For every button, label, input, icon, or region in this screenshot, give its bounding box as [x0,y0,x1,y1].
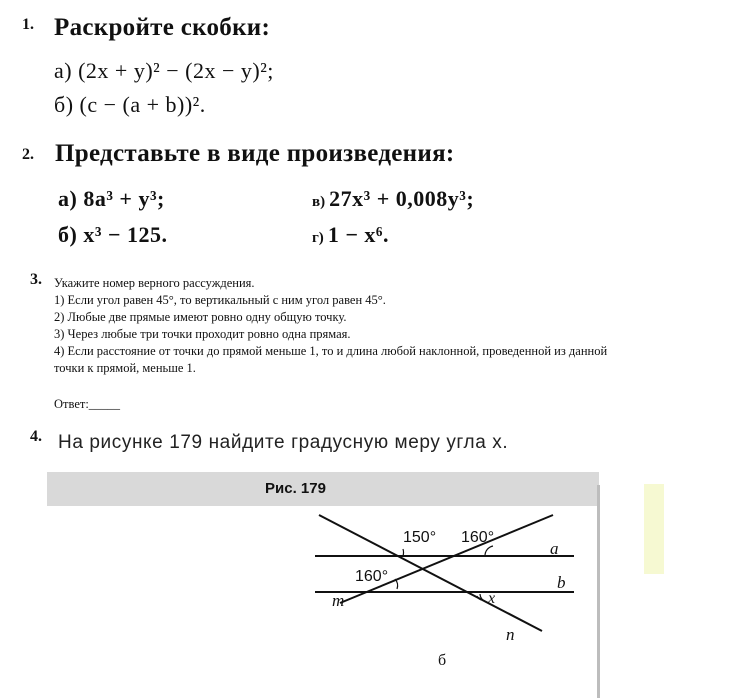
task3-statement-4: 4) Если расстояние от точки до прямой меньше 1, то и длина любой наклонной, проведенной из данной [54,344,608,358]
task2-item-v [312,186,474,212]
task2-item-a [58,186,165,212]
task2-item-g [312,222,389,248]
geometry-diagram [47,472,599,698]
task1-item-a [54,58,274,84]
angle-arc-150 [403,549,404,556]
angle-label-160-top: 160° [461,529,495,546]
task3-statement-2: 2) Любые две прямые имеют ровно одну общую точку. [54,310,347,324]
item-label: в) [312,194,326,210]
item-label: б) [54,92,74,117]
task4-number: 4. [30,428,42,445]
task1-item-b [54,92,206,118]
item-expression: (c − (a + b))². [79,92,206,117]
figure-title: Рис. 179 [265,480,326,497]
item-label: б) [58,222,78,247]
task2-number: 2. [22,146,34,163]
task3-statement-1: 1) Если угол равен 45°, то вертикальный с ним угол равен 45°. [54,293,386,307]
figure-caption: б [438,652,447,669]
task3-statement-4-cont: точки к прямой, меньше 1. [54,361,196,375]
line-label-a: a [550,539,559,558]
item-expression: 1 − x⁶. [327,222,389,247]
line-label-n: n [506,625,515,644]
item-expression: (2x + y)² − (2x − y)²; [78,58,274,83]
figure-right-edge [597,485,600,698]
task3-intro: Укажите номер верного рассуждения. [54,276,255,290]
angle-arc-160-top [485,546,493,556]
task3-statement-3: 3) Через любые три точки проходит ровно одна прямая. [54,327,351,341]
line-n [340,515,553,603]
item-label: а) [54,58,73,83]
item-expression: 27x³ + 0,008y³; [329,186,475,211]
task2-title: Представьте в виде произведения: [55,140,455,167]
item-expression: x³ − 125. [83,222,168,247]
task1-number: 1. [22,16,34,33]
task3-answer-field[interactable]: Ответ:_____ [54,397,121,411]
angle-label-150: 150° [403,529,437,546]
task2-item-b [58,222,167,248]
angle-label-160-left: 160° [355,568,389,585]
task1-title: Раскройте скобки: [54,14,271,41]
item-label: г) [312,230,324,246]
item-expression: 8a³ + y³; [83,186,165,211]
line-label-m: m [332,591,345,610]
task3-number: 3. [30,271,42,288]
line-label-b: b [557,573,566,592]
angle-label-x: x [488,590,496,607]
task4-text: На рисунке 179 найдите градусную меру угла x. [58,432,509,453]
yellow-highlight [644,484,664,574]
figure-179 [47,472,599,698]
item-label: а) [58,186,78,211]
